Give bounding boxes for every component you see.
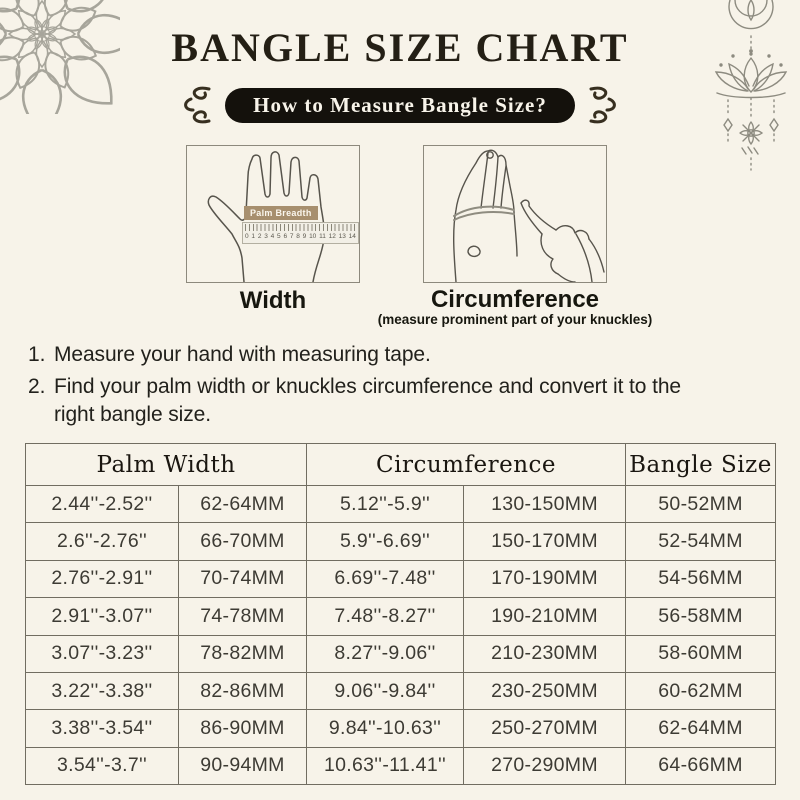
circumference-illustration-box [423, 145, 607, 283]
table-cell: 74-78MM [179, 598, 307, 635]
ruler [242, 222, 359, 244]
table-cell: 9.06''-9.84'' [307, 672, 464, 709]
table-cell: 7.48''-8.27'' [307, 598, 464, 635]
instructions-list [28, 341, 716, 433]
circumference-caption: Circumference [430, 286, 600, 313]
table-cell: 3.54''-3.7'' [26, 747, 179, 784]
instruction-item-2 [28, 373, 716, 428]
instruction-number: 2. [28, 375, 46, 399]
table-row [26, 486, 776, 523]
header-palm-width: Palm Width [26, 444, 307, 486]
bangle-size-table [25, 443, 776, 785]
table-row [26, 635, 776, 672]
table-header-row [26, 444, 776, 486]
table-cell: 66-70MM [179, 523, 307, 560]
width-caption: Width [239, 287, 307, 314]
table-cell: 62-64MM [626, 710, 776, 747]
table-cell: 210-230MM [464, 635, 626, 672]
table-cell: 78-82MM [179, 635, 307, 672]
table-cell: 50-52MM [626, 486, 776, 523]
badge-row [0, 84, 800, 126]
table-cell: 190-210MM [464, 598, 626, 635]
table-row [26, 560, 776, 597]
table-cell: 2.6''-2.76'' [26, 523, 179, 560]
table-cell: 8.27''-9.06'' [307, 635, 464, 672]
table-cell: 3.38''-3.54'' [26, 710, 179, 747]
table-cell: 6.69''-7.48'' [307, 560, 464, 597]
table-row [26, 672, 776, 709]
hands-circumference-illustration [424, 146, 606, 282]
table-cell: 64-66MM [626, 747, 776, 784]
table-cell: 2.91''-3.07'' [26, 598, 179, 635]
table-cell: 250-270MM [464, 710, 626, 747]
table-cell: 2.44''-2.52'' [26, 486, 179, 523]
width-illustration-box [186, 145, 360, 283]
table-cell: 170-190MM [464, 560, 626, 597]
palm-breadth-label: Palm Breadth [244, 206, 318, 220]
table-cell: 86-90MM [179, 710, 307, 747]
ruler-ticks [245, 224, 356, 231]
instruction-item-1 [28, 341, 716, 368]
table-row [26, 523, 776, 560]
ruler-numbers: 0 1 2 3 4 5 6 7 8 9 10 11 12 13 14 [245, 233, 356, 240]
table-cell: 62-64MM [179, 486, 307, 523]
how-to-measure-badge: How to Measure Bangle Size? [225, 88, 575, 123]
table-cell: 9.84''-10.63'' [307, 710, 464, 747]
table-row [26, 710, 776, 747]
table-cell: 3.22''-3.38'' [26, 672, 179, 709]
circumference-note: (measure prominent part of your knuckles) [377, 312, 653, 327]
header-bangle-size: Bangle Size [626, 444, 776, 486]
table-cell: 70-74MM [179, 560, 307, 597]
table-row [26, 598, 776, 635]
table-cell: 58-60MM [626, 635, 776, 672]
table-cell: 230-250MM [464, 672, 626, 709]
header-circumference: Circumference [307, 444, 626, 486]
left-swirl-ornament-icon [179, 84, 215, 126]
table-cell: 5.12''-5.9'' [307, 486, 464, 523]
page-title: BANGLE SIZE CHART [171, 25, 629, 70]
table-cell: 3.07''-3.23'' [26, 635, 179, 672]
table-cell: 54-56MM [626, 560, 776, 597]
table-cell: 52-54MM [626, 523, 776, 560]
table-cell: 130-150MM [464, 486, 626, 523]
table-cell: 5.9''-6.69'' [307, 523, 464, 560]
table-cell: 82-86MM [179, 672, 307, 709]
table-cell: 10.63''-11.41'' [307, 747, 464, 784]
table-cell: 150-170MM [464, 523, 626, 560]
table-cell: 90-94MM [179, 747, 307, 784]
instruction-text: Measure your hand with measuring tape. [54, 343, 431, 366]
table-cell: 56-58MM [626, 598, 776, 635]
table-cell: 270-290MM [464, 747, 626, 784]
table-cell: 2.76''-2.91'' [26, 560, 179, 597]
right-swirl-ornament-icon [585, 84, 621, 126]
instruction-number: 1. [28, 343, 46, 366]
instruction-text: Find your palm width or knuckles circumference and convert it to the right bangle size. [54, 375, 681, 426]
table-cell: 60-62MM [626, 672, 776, 709]
table-row [26, 747, 776, 784]
